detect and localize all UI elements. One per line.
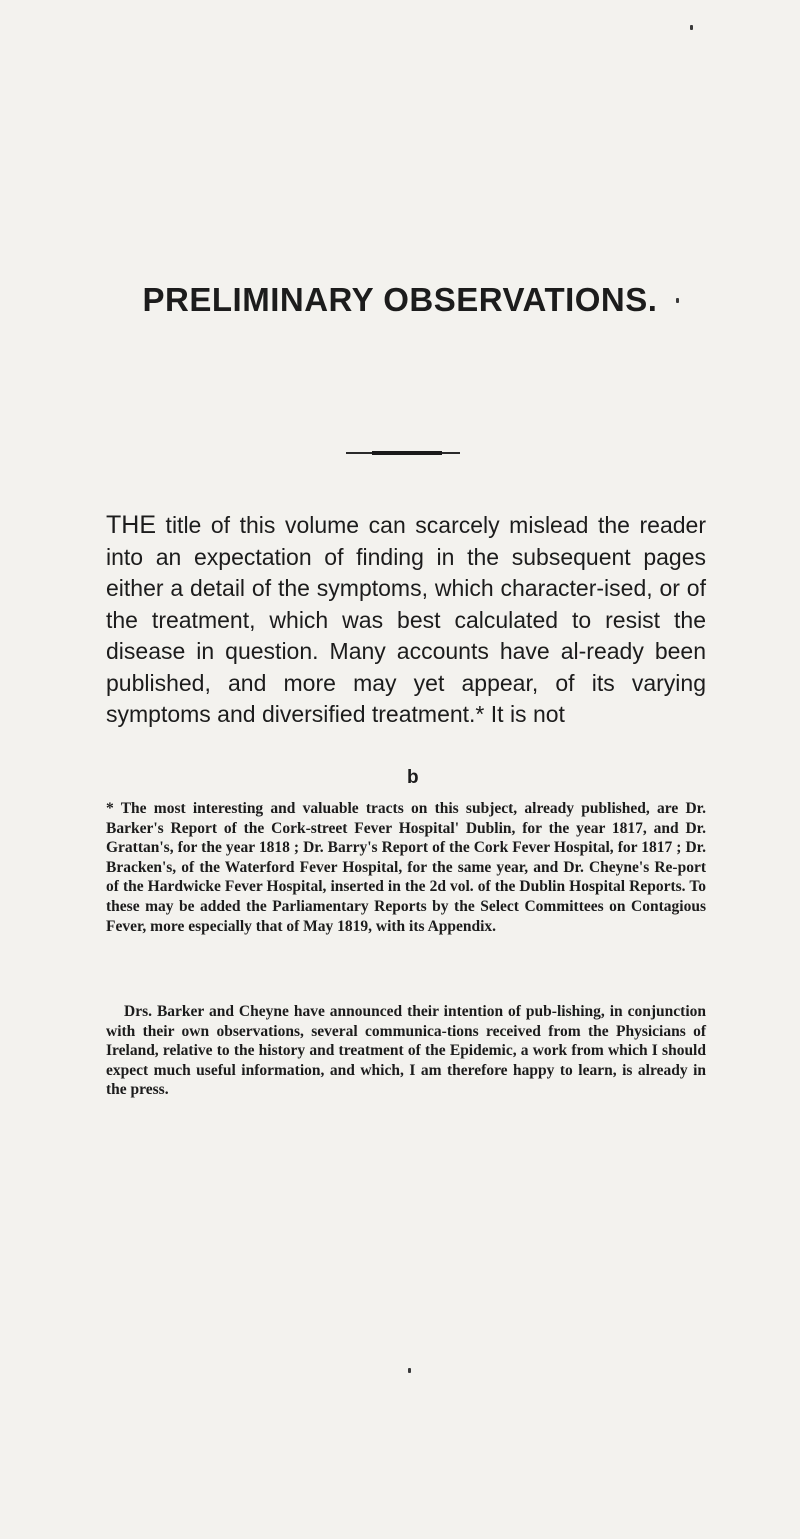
page-speck [690,25,693,30]
ornamental-rule-center [372,451,442,455]
main-paragraph [106,510,706,731]
main-paragraph-text: title of this volume can scarcely mislead the reader into an expectation of finding in the subsequent pages either a detail of the symptoms, which character-ised, or of the treatment, which was best calculated to resist the disease in question. Many accounts have al-ready been published, and more may yet appear, of its varying symptoms and diversified treatment.* It is not [106,512,706,727]
footnote-2-text: Drs. Barker and Cheyne have announced their intention of pub-lishing, in conjunction with their own observations, several communica-tions received from the Physicians of Ireland, relative to the history and treatment of the Epidemic, a work from which I should expect much useful information, and which, I am therefore happy to learn, is already in the press. [106,1003,706,1099]
signature-mark: b [407,767,419,788]
lead-word: THE [106,511,156,539]
footnote-1: * The most interesting and valuable tracts on this subject, already published, are Dr. Barker's Report of the Cork-street Fever Hospital' Dublin, for the year 1817, and Dr. Grattan's, for the year 1818 ; Dr. Barry's Report of the Cork Fever Hospital, for 1817 ; Dr. Bracken's, of the Waterford Fever Hospital, for the same year, and Dr. Cheyne's Re-port of the Hardwicke Fever Hospital, inserted in the 2d vol. of the Dublin Hospital Reports. To these may be added the Parliamentary Reports by the Select Committees on Contagious Fever, more especially that of May 1819, with its Appendix. [106,800,706,935]
chapter-heading: PRELIMINARY OBSERVATIONS. [142,281,658,318]
footnote-2 [106,1002,706,1100]
page-speck [408,1368,411,1373]
